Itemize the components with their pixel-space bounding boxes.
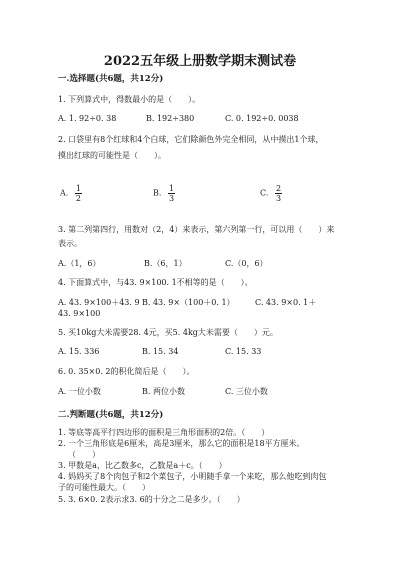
- fraction-numerator: 2: [275, 184, 282, 193]
- q2-option-c-fraction: [275, 184, 282, 203]
- q4-option-b: B. 43. 9×（100＋0. 1）: [142, 298, 235, 307]
- q4-option-a: A. 43. 9×100＋43. 9: [58, 298, 140, 307]
- section-heading-choice: 一.选择题(共6题，共12分): [58, 74, 164, 84]
- question-2-line-2: 摸出红球的可能性是（ ）。: [58, 151, 166, 160]
- q3-option-c: C.（0，6）: [225, 259, 268, 268]
- q1-option-b: B. 192÷380: [146, 114, 195, 123]
- judge-line: 5. 3. 6×0. 2表示求3. 6的十分之二是多少。（ ）: [58, 495, 245, 504]
- q3-option-b: B.（6，1）: [144, 259, 187, 268]
- question-1: 1. 下列算式中，得数最小的是（ ）。: [58, 95, 201, 104]
- q5-option-b: B. 15. 34: [142, 347, 179, 356]
- q2-option-b: [153, 184, 175, 203]
- question-6: 6. 0. 35×0. 2的积化简后是（ ）。: [58, 367, 195, 376]
- question-4: 4. 下面算式中，与43. 9×100. 1不相等的是（ ）。: [58, 278, 253, 287]
- q4-option-c-continuation: 43. 9×100: [58, 309, 101, 318]
- fraction-numerator: 1: [75, 184, 81, 193]
- section-heading-judgement: 二.判断题(共6题，共12分): [58, 410, 164, 420]
- q2-option-a-letter: A.: [60, 188, 69, 198]
- q5-option-a: A. 15. 336: [58, 347, 100, 356]
- q1-option-c: C. 0. 192÷0. 0038: [225, 114, 299, 123]
- fraction-denominator: 2: [75, 194, 81, 203]
- q6-option-c: C. 三位小数: [225, 387, 268, 396]
- q2-option-b-letter: B.: [153, 188, 162, 198]
- judge-line: （ ）: [68, 450, 100, 459]
- question-3-line-1: 3. 第二列第四行，用数对（2，4）来表示，第六列第一行，可以用（ ）来: [58, 225, 335, 234]
- q2-option-c: [260, 184, 282, 203]
- question-5: 5. 买10kg大米需要28. 4元，买5. 4kg大米需要（ ）元。: [58, 328, 278, 337]
- q4-option-c: C. 43. 9×0. 1＋: [255, 298, 317, 307]
- question-2-line-1: 2. 口袋里有8个红球和4个白球，它们除颜色外完全相同，从中摸出1个球，: [58, 135, 324, 144]
- judge-line: 1. 等底等高平行四边形的面积是三角形面积的2倍。（ ）: [58, 428, 270, 437]
- q6-option-a: A. 一位小数: [58, 387, 101, 396]
- q5-option-c: C. 15. 33: [225, 347, 262, 356]
- fraction-denominator: 3: [168, 194, 175, 203]
- fraction-denominator: 3: [275, 194, 282, 203]
- q2-option-a-fraction: [75, 184, 82, 203]
- judge-line: 子的可能性最大。（ ）: [58, 483, 150, 492]
- page-title: 2022五年级上册数学期末测试卷: [103, 54, 297, 69]
- judge-line: 4. 妈妈买了8个肉包子和2个菜包子，小明随手拿一个来吃，那么他吃到肉包: [58, 472, 327, 481]
- q2-option-a: [60, 184, 82, 203]
- q6-option-b: B. 两位小数: [142, 387, 185, 396]
- q2-option-c-letter: C.: [260, 188, 269, 198]
- q1-option-a: A. 1. 92÷0. 38: [58, 114, 117, 123]
- judge-line: 2. 一个三角形底是6厘米，高是3厘米，那么它的面积是18平方厘米。: [58, 439, 305, 448]
- fraction-numerator: 1: [168, 184, 175, 193]
- q2-option-b-fraction: [168, 184, 175, 203]
- judge-line: 3. 甲数是a，比乙数多c，乙数是a＋c。（ ）: [58, 461, 227, 470]
- q3-option-a: A.（1，6）: [58, 259, 101, 268]
- question-3-line-2: 表示。: [58, 239, 82, 248]
